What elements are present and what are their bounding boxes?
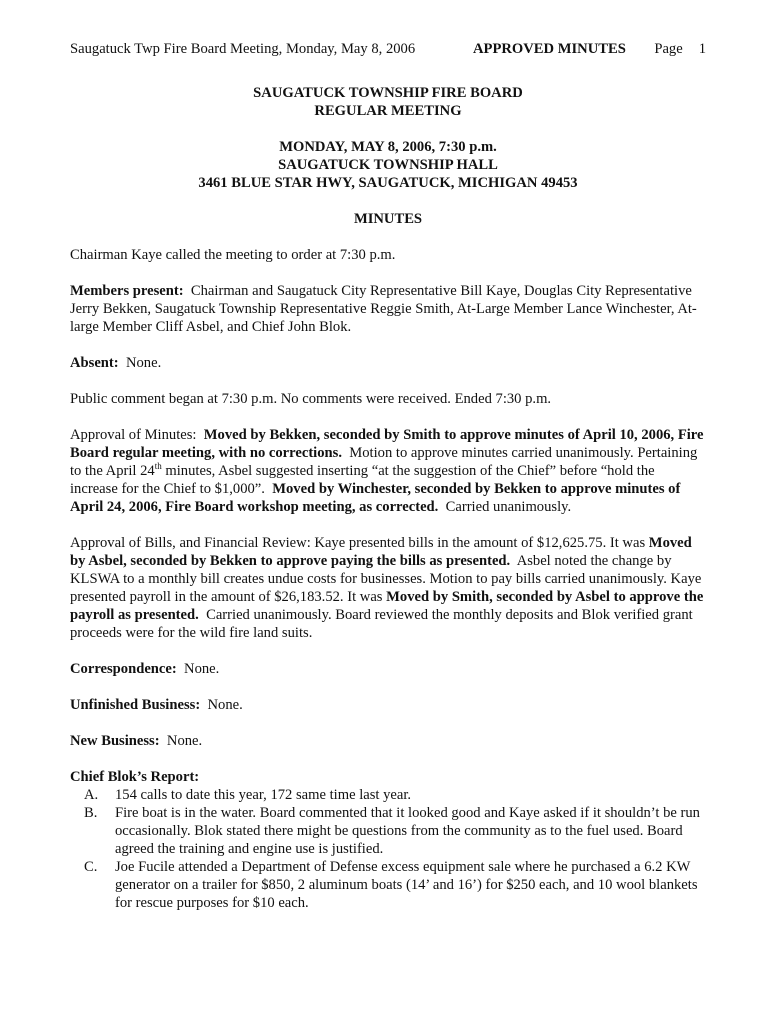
- correspondence-text: None.: [184, 661, 220, 677]
- approval-text-2: minutes, Asbel suggested inserting “at the suggestion of the Chief” before “hold the increase for the Chief to $1,000”.: [70, 463, 655, 497]
- approval-motion-2: Moved by Winchester, seconded by Bekken to approve minutes of April 24, 2006, Fire Board workshop meeting, as corrected.: [70, 481, 681, 515]
- absent: [70, 354, 706, 372]
- running-header: [70, 40, 706, 60]
- bills-text-1: Asbel noted the change by KLSWA to a monthly bill creates undue costs for businesses. Motion to pay bills carried unanimously. Kaye presented payroll in the amount of $26,183.52. It was: [70, 553, 702, 605]
- list-item: [70, 786, 706, 804]
- list-marker: A.: [84, 787, 99, 803]
- bills-financial-review: [70, 534, 706, 642]
- list-item: [70, 858, 706, 912]
- header-page: [654, 40, 706, 58]
- list-item-text: Joe Fucile attended a Department of Defense excess equipment sale where he purchased a 6.2 KW generator on a trailer for $850, 2 aluminum boats (14’ and 16’) for $250 each, and 10 wool blankets for rescue purposes for $10 each.: [115, 859, 698, 911]
- members-text: Chairman and Saugatuck City Representative Bill Kaye, Douglas City Representative Jerry Bekken, Saugatuck Township Representative Reggie Smith, At-Large Member Lance Winchester, At-large Member Cliff Asbel, and Chief John Blok.: [70, 283, 697, 335]
- approval-intro: Approval of Minutes:: [70, 427, 197, 443]
- chief-report-list: [70, 786, 706, 912]
- title-line-1: SAUGATUCK TOWNSHIP FIRE BOARD: [253, 85, 523, 101]
- absent-text: None.: [125, 355, 162, 371]
- chief-report-heading: Chief Blok’s Report:: [70, 769, 200, 785]
- header-page-label: Page: [654, 41, 683, 57]
- meeting-address: 3461 BLUE STAR HWY, SAUGATUCK, MICHIGAN 49453: [198, 175, 578, 191]
- correspondence-label: Correspondence:: [70, 661, 177, 677]
- list-marker: B.: [84, 805, 98, 821]
- members-present: [70, 282, 706, 336]
- minutes-heading: MINUTES: [353, 211, 423, 227]
- approval-of-minutes: [70, 426, 706, 516]
- absent-label: Absent:: [70, 355, 119, 371]
- list-marker: C.: [84, 859, 98, 875]
- unfinished-label: Unfinished Business:: [70, 697, 201, 713]
- meeting-details: [70, 138, 706, 192]
- public-comment: Public comment began at 7:30 p.m. No comments were received. Ended 7:30 p.m.: [70, 391, 552, 407]
- list-item-text: Fire boat is in the water. Board commented that it looked good and Kaye asked if it shouldn’t be run occasionally. Blok stated there might be questions from the community as to the fuel used. Board agreed the training and engine use is justified.: [115, 805, 700, 857]
- list-item: [70, 804, 706, 858]
- bills-text-2: Carried unanimously. Board reviewed the monthly deposits and Blok verified grant proceeds were for the wild fire land suits.: [70, 607, 693, 641]
- new-business: [70, 732, 706, 750]
- members-label: Members present:: [70, 283, 184, 299]
- bills-motion-1: Moved by Asbel, seconded by Bekken to approve paying the bills as presented.: [70, 535, 692, 569]
- bills-motion-2: Moved by Smith, seconded by Asbel to approve the payroll as presented.: [70, 589, 704, 623]
- new-business-text: None.: [166, 733, 203, 749]
- document-title: [70, 84, 706, 120]
- unfinished-business: [70, 696, 706, 714]
- correspondence: [70, 660, 706, 678]
- header-status: APPROVED MINUTES: [473, 41, 626, 57]
- list-item-text: 154 calls to date this year, 172 same time last year.: [115, 787, 412, 803]
- title-line-2: REGULAR MEETING: [314, 103, 462, 119]
- new-business-label: New Business:: [70, 733, 160, 749]
- approval-superscript: th: [154, 461, 162, 471]
- bills-intro: Approval of Bills, and Financial Review: Kaye presented bills in the amount of $12,625.75. It was: [70, 535, 646, 551]
- call-to-order: Chairman Kaye called the meeting to order at 7:30 p.m.: [70, 247, 396, 263]
- meeting-place: SAUGATUCK TOWNSHIP HALL: [278, 157, 498, 173]
- approval-text-3: Carried unanimously.: [445, 499, 572, 515]
- header-meeting-title: Saugatuck Twp Fire Board Meeting, Monday, May 8, 2006: [70, 41, 416, 57]
- approval-motion-1: Moved by Bekken, seconded by Smith to approve minutes of April 10, 2006, Fire Board regular meeting, with no corrections.: [70, 427, 704, 461]
- header-page-number: 1: [698, 41, 706, 57]
- document-page: [70, 40, 706, 912]
- unfinished-text: None.: [207, 697, 243, 713]
- meeting-date: MONDAY, MAY 8, 2006, 7:30 p.m.: [279, 139, 497, 155]
- approval-text-1: Motion to approve minutes carried unanimously. Pertaining to the April 24: [70, 445, 698, 479]
